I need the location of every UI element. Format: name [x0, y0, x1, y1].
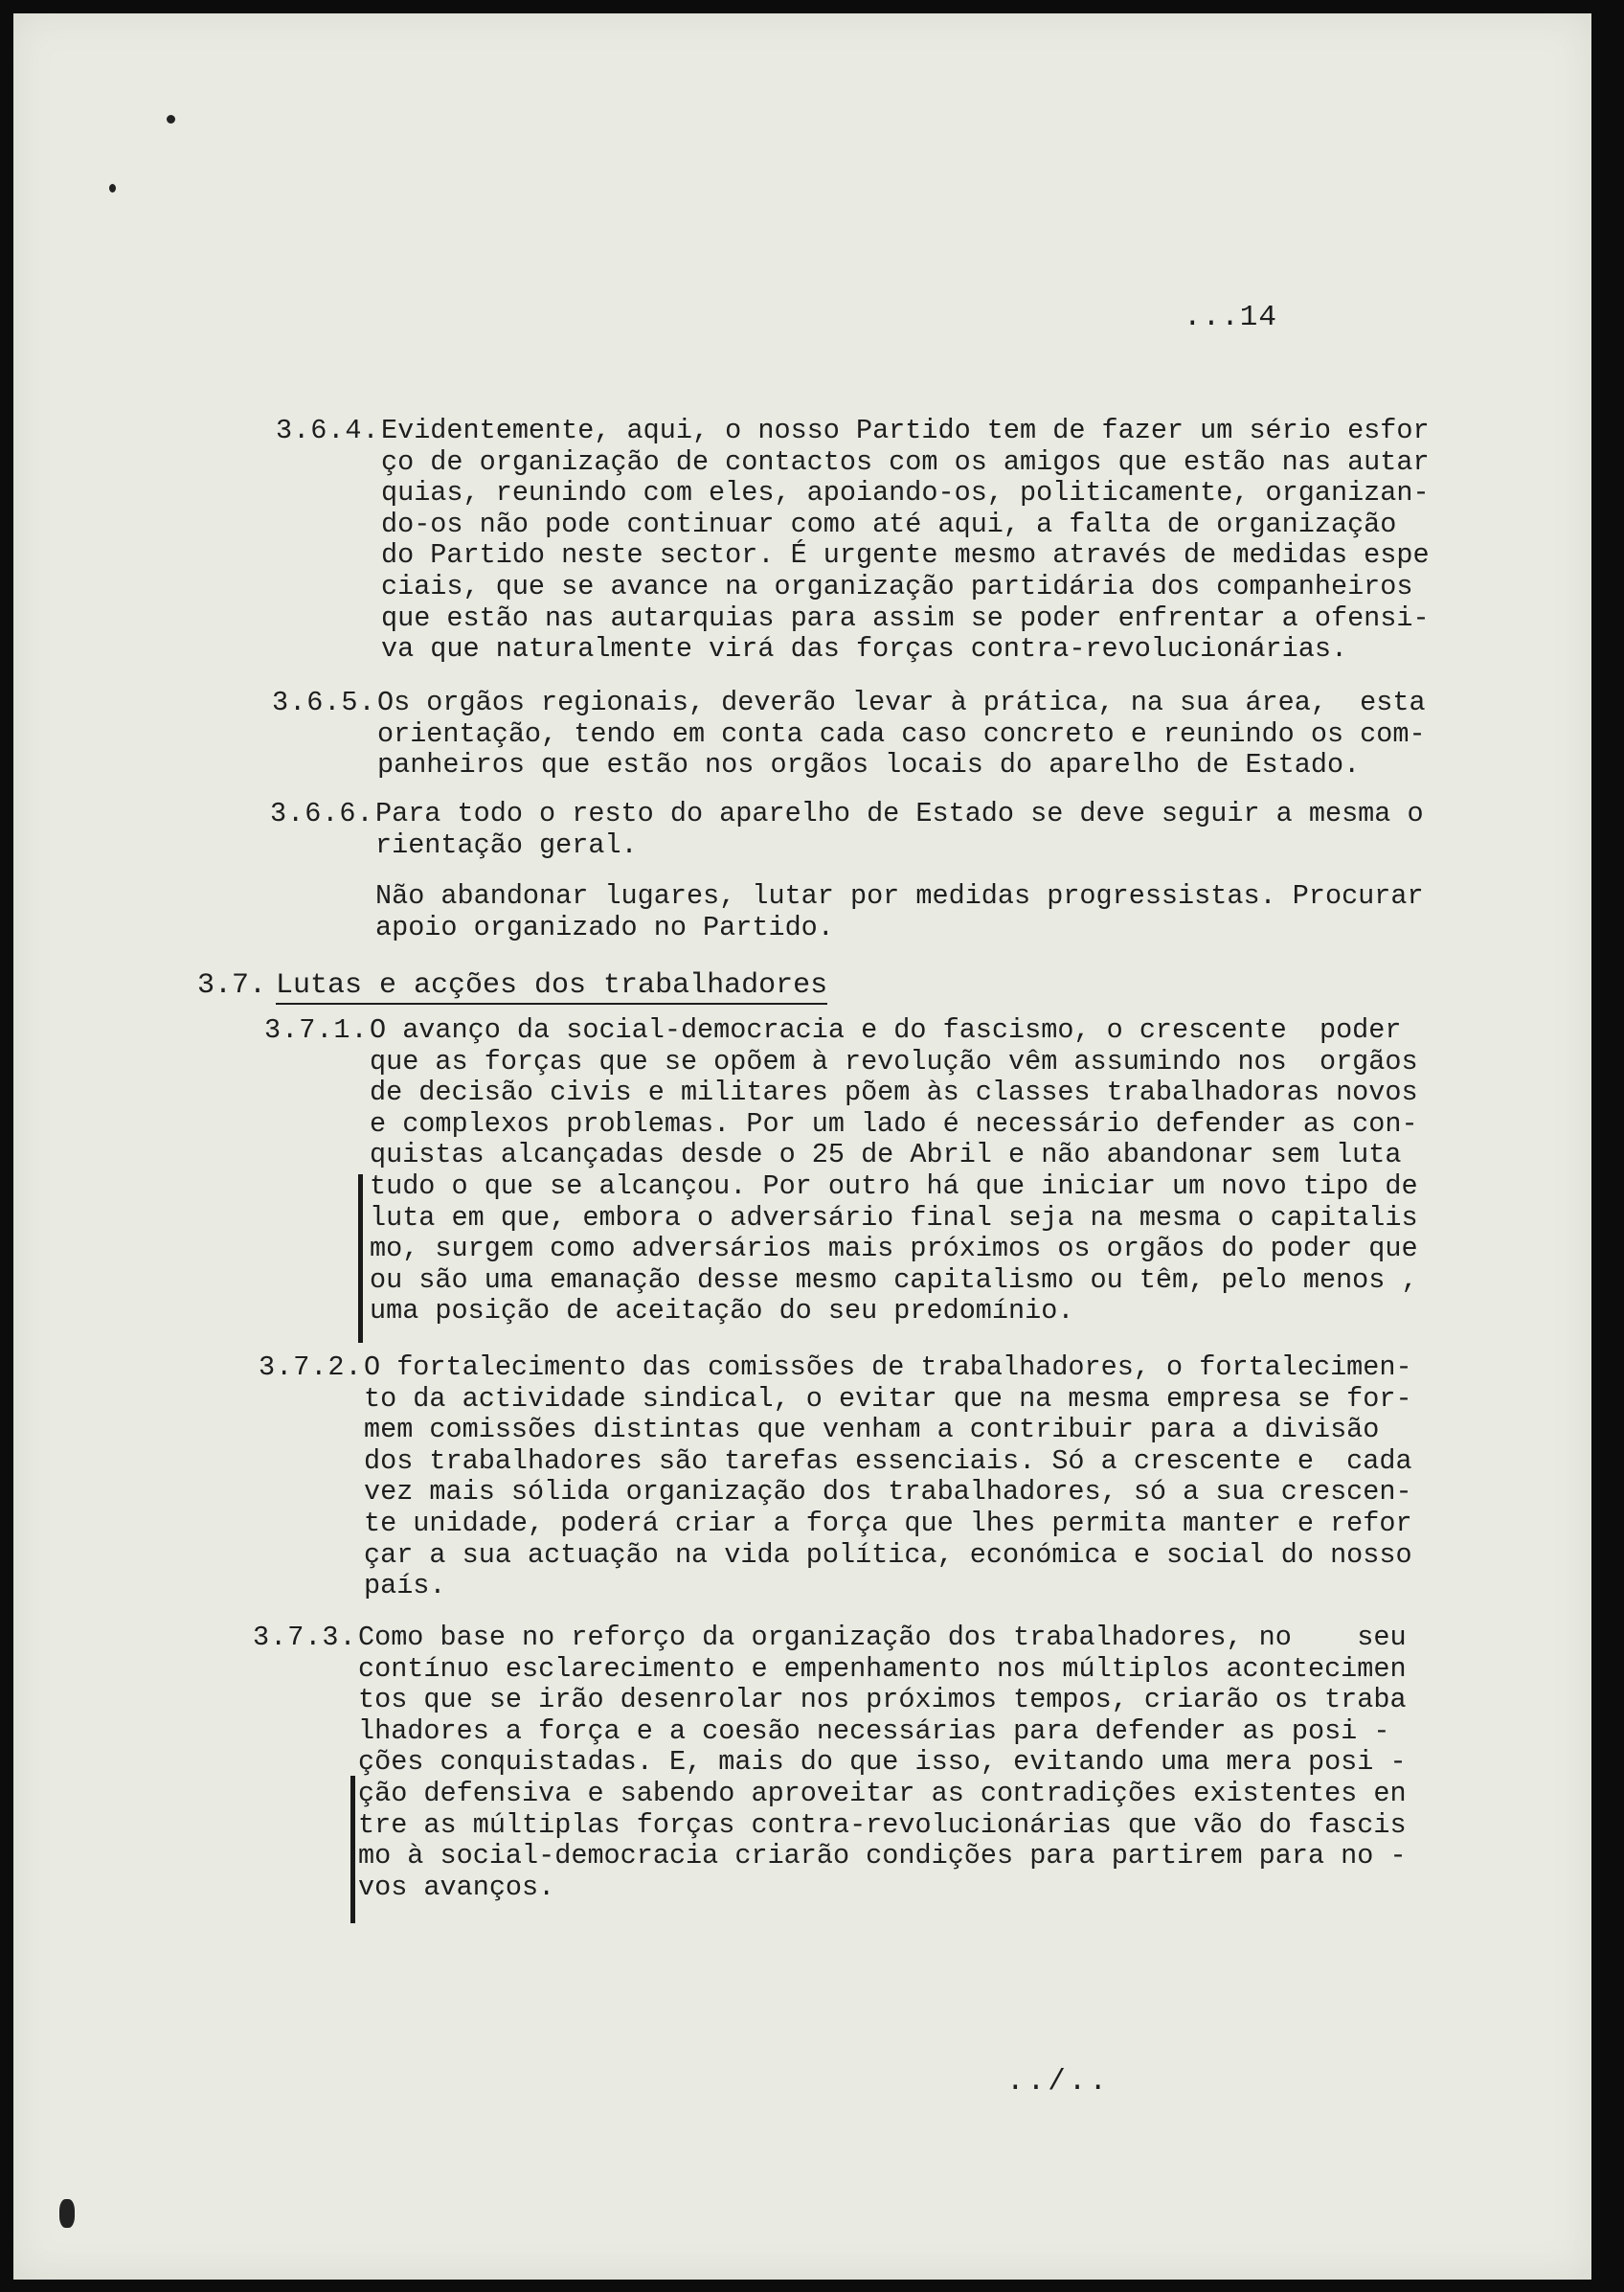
ink-speck [59, 2199, 75, 2228]
ink-speck [109, 184, 116, 193]
text-line: to da actividade sindical, o evitar que na mesma empresa se for- [364, 1382, 1412, 1415]
section-text [364, 1352, 1412, 1602]
text-line: mo, surgem como adversários mais próximos os orgãos do poder que [370, 1233, 1418, 1265]
text-line: Os orgãos regionais, deverão levar à prática, na sua área, esta [377, 687, 1426, 718]
text-line: que as forças que se opõem à revolução vêm assumindo nos orgãos [370, 1045, 1418, 1078]
section-text [375, 799, 1424, 861]
text-line: Como base no reforço da organização dos trabalhadores, no seu [358, 1622, 1407, 1653]
section-text [381, 416, 1430, 666]
footer-continuation: ../.. [1006, 2065, 1111, 2099]
text-line: mem comissões distintas que venham a contribuir para a divisão [364, 1414, 1380, 1446]
text-line: dos trabalhadores são tarefas essenciais. Só a crescente e cada [364, 1444, 1412, 1477]
text-line: ções conquistadas. E, mais do que isso, evitando uma mera posi - [358, 1746, 1407, 1779]
text-line: te unidade, poderá criar a força que lhes permita manter e refor [364, 1507, 1412, 1539]
margin-mark [350, 1776, 355, 1923]
text-line: e complexos problemas. Por um lado é necessário defender as con- [370, 1107, 1418, 1140]
text-line: rientação geral. [375, 828, 638, 861]
text-line: mo à social-democracia criarão condições para partirem para no - [358, 1840, 1407, 1872]
section-number: 3.6.5. [272, 687, 376, 718]
section-text [370, 1015, 1418, 1328]
text-line: tudo o que se alcançou. Por outro há que iniciar um novo tipo de [370, 1169, 1418, 1202]
section-text [375, 881, 1424, 943]
text-line: luta em que, embora o adversário final seja na mesma o capitalis [370, 1201, 1418, 1234]
text-line: ço de organização de contactos com os amigos que estão nas autar [381, 445, 1430, 478]
section-number: 3.7.2. [259, 1351, 363, 1383]
text-line: va que naturalmente virá das forças contra-revolucionárias. [381, 633, 1348, 666]
text-line: tre as múltiplas forças contra-revolucionárias que vão do fascis [358, 1808, 1407, 1841]
text-line: ciais, que se avance na organização partidária dos companheiros [381, 570, 1413, 602]
text-line: vez mais sólida organização dos trabalhadores, só a sua crescen- [364, 1476, 1412, 1509]
section-text [358, 1623, 1407, 1903]
ink-speck [167, 115, 175, 124]
text-line: çar a sua actuação na vida política, económica e social do nosso [364, 1538, 1412, 1571]
margin-mark [358, 1174, 363, 1343]
page-number: ...14 [1184, 301, 1278, 334]
text-line: que estão nas autarquias para assim se poder enfrentar a ofensi- [381, 601, 1430, 634]
section-text [377, 688, 1426, 782]
text-line: O avanço da social-democracia e do fascismo, o crescente poder [370, 1014, 1402, 1046]
text-line: uma posição de aceitação do seu predomínio. [370, 1295, 1074, 1328]
text-line: orientação, tendo em conta cada caso concreto e reunindo os com- [377, 717, 1426, 750]
text-line: ou são uma emanação desse mesmo capitalismo ou têm, pelo menos , [370, 1263, 1418, 1296]
text-line: ção defensiva e sabendo aproveitar as contradições existentes en [358, 1777, 1407, 1809]
text-line: apoio organizado no Partido. [375, 911, 834, 943]
text-line: do Partido neste sector. É urgente mesmo através de medidas espe [381, 539, 1430, 572]
section-heading: Lutas e acções dos trabalhadores [276, 969, 827, 1005]
text-line: de decisão civis e militares põem às classes trabalhadoras novos [370, 1077, 1418, 1109]
heading-number: 3.7. [197, 969, 267, 1002]
text-line: O fortalecimento das comissões de trabalhadores, o fortalecimen- [364, 1351, 1412, 1383]
text-line: panheiros que estão nos orgãos locais do aparelho de Estado. [377, 749, 1361, 782]
text-line: do-os não pode continuar como até aqui, a falta de organização [381, 508, 1397, 540]
document-page [13, 13, 1591, 2280]
text-line: Evidentemente, aqui, o nosso Partido tem de fazer um sério esfor [381, 415, 1430, 446]
section-number: 3.6.6. [270, 798, 374, 829]
text-line: quistas alcançadas desde o 25 de Abril e não abandonar sem luta [370, 1139, 1402, 1171]
text-line: contínuo esclarecimento e empenhamento nos múltiplos acontecimen [358, 1652, 1407, 1685]
section-number: 3.7.1. [264, 1014, 369, 1046]
text-line: tos que se irão desenrolar nos próximos tempos, criarão os traba [358, 1684, 1407, 1716]
section-number: 3.7.3. [253, 1622, 357, 1653]
section-number: 3.6.4. [276, 415, 380, 446]
text-line: quias, reunindo com eles, apoiando-os, politicamente, organizan- [381, 477, 1430, 510]
text-line: vos avanços. [358, 1871, 555, 1903]
text-line: Para todo o resto do aparelho de Estado se deve seguir a mesma o [375, 798, 1424, 829]
text-line: país. [364, 1570, 446, 1602]
text-line: Não abandonar lugares, lutar por medidas progressistas. Procurar [375, 880, 1424, 912]
text-line: lhadores a força e a coesão necessárias para defender as posi - [358, 1714, 1390, 1747]
